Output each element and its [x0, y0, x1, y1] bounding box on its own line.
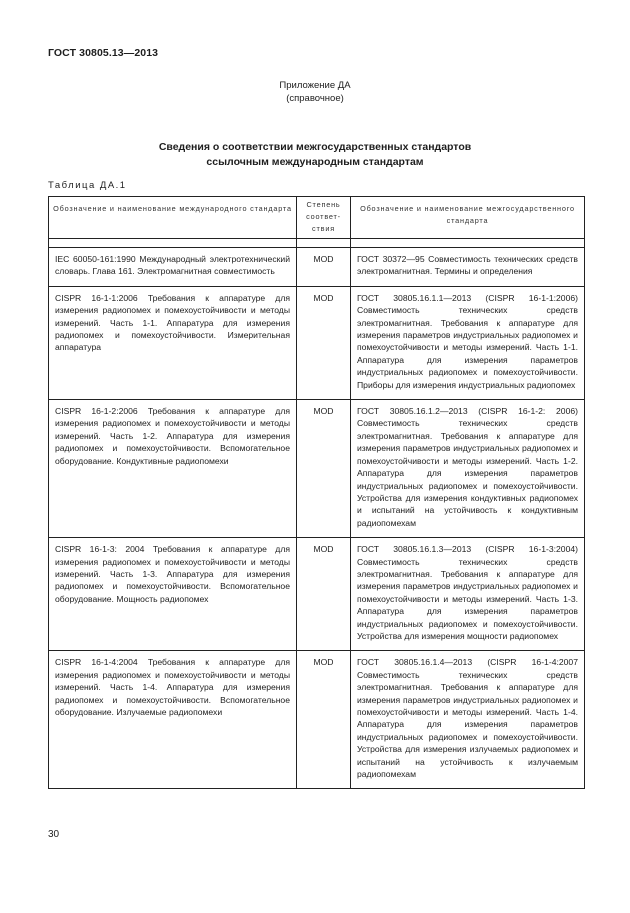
- degree-cell: MOD: [297, 400, 351, 538]
- table-row: [49, 538, 585, 651]
- international-standard-cell: CISPR 16-1-2:2006 Требования к аппаратуре для измерения радиопомех и помехоустойчивости и методы измерений. Часть 1-2. Аппаратура для измерения радиопомех и помехоустойчивости. Вспомогательное оборудование. Кондуктивные радиопомехи: [49, 400, 297, 538]
- table-row: [49, 248, 585, 287]
- interstate-standard-cell: ГОСТ 30805.16.1.2—2013 (CISPR 16-1-2: 2006) Совместимость технических средств электромагнитная. Требования к аппаратуре для измерения параметров индустриальных радиопомех и помехоустойчивости и методы измерений. Часть 1-2. Аппаратура для измерения параметров индустриальных радиопомех и помехоустойчивости. Устройства для измерения кондуктивных радиопомех и испытаний на устойчивость к кондуктивным радиопомехам: [351, 400, 585, 538]
- interstate-standard-cell: ГОСТ 30805.16.1.4—2013 (CISPR 16-1-4:2007 Совместимость технических средств электромагнитная. Требования к аппаратуре для измерения параметров индустриальных радиопомех и помехоустойчивости и методы измерений. Часть 1-4. Аппаратура для измерения параметров индустриальных радиопомех и помехоустойчивости. Устройства для измерения излучаемых радиопомех и испытаний на устойчивость к излучаемым радиопомехам: [351, 651, 585, 789]
- degree-cell: MOD: [297, 286, 351, 399]
- section-heading-line-2: ссылочным международным стандартам: [206, 156, 424, 168]
- header-interstate-standard: Обозначение и наименование межгосударственного стандарта: [351, 197, 585, 239]
- table-header-row: [49, 197, 585, 239]
- interstate-standard-cell: ГОСТ 30805.16.1.3—2013 (CISPR 16-1-3:2004) Совместимость технических средств электромагнитная. Требования к аппаратуре для измерения параметров индустриальных радиопомех и помехоустойчивости и методы измерений. Часть 1-3. Аппаратура для измерения параметров индустриальных радиопомех и помехоустойчивости. Устройства для измерения мощности радиопомех: [351, 538, 585, 651]
- table-caption: Таблица ДА.1: [48, 180, 127, 191]
- page-number: 30: [48, 829, 60, 840]
- degree-cell: MOD: [297, 538, 351, 651]
- table-row: [49, 651, 585, 789]
- interstate-standard-cell: ГОСТ 30805.16.1.1—2013 (CISPR 16-1-1:2006) Совместимость технических средств электромагнитная. Требования к аппаратуре для измерения параметров индустриальных радиопомех и помехоустойчивости и методы измерений. Часть 1-1. Аппаратура для измерения параметров индустриальных радиопомех и помехоустойчивости. Приборы для измерения индустриальных радиопомех: [351, 286, 585, 399]
- international-standard-cell: IEC 60050-161:1990 Международный электротехнический словарь. Глава 161. Электромагнитная совместимость: [49, 248, 297, 287]
- table-row: [49, 286, 585, 399]
- annex-title: Приложение ДА: [279, 80, 351, 91]
- correspondence-table: [48, 196, 585, 789]
- degree-cell: MOD: [297, 651, 351, 789]
- section-heading-line-1: Сведения о соответствии межгосударственных стандартов: [158, 141, 472, 153]
- international-standard-cell: CISPR 16-1-4:2004 Требования к аппаратуре для измерения радиопомех и помехоустойчивости и методы измерений. Часть 1-4. Аппаратура для измерения радиопомех и помехоустойчивости. Вспомогательное оборудование. Излучаемые радиопомехи: [49, 651, 297, 789]
- document-code: ГОСТ 30805.13—2013: [48, 47, 159, 59]
- header-international-standard: Обозначение и наименование международного стандарта: [49, 197, 297, 239]
- international-standard-cell: CISPR 16-1-3: 2004 Требования к аппаратуре для измерения радиопомех и помехоустойчивости и методы измерений. Часть 1-3. Аппаратура для измерения радиопомех и помехоустойчивости. Вспомогательное оборудование. Мощность радиопомех: [49, 538, 297, 651]
- table-row: [49, 400, 585, 538]
- header-degree-of-correspondence: Степень соответ-ствия: [297, 197, 351, 239]
- degree-cell: MOD: [297, 248, 351, 287]
- interstate-standard-cell: ГОСТ 30372—95 Совместимость технических средств электромагнитная. Термины и определения: [351, 248, 585, 287]
- annex-subtitle: (справочное): [286, 93, 344, 104]
- international-standard-cell: CISPR 16-1-1:2006 Требования к аппаратуре для измерения радиопомех и помехоустойчивости и методы измерений. Часть 1-1. Аппаратура для измерения радиопомех и помехоустойчивости. Измерительная аппаратура: [49, 286, 297, 399]
